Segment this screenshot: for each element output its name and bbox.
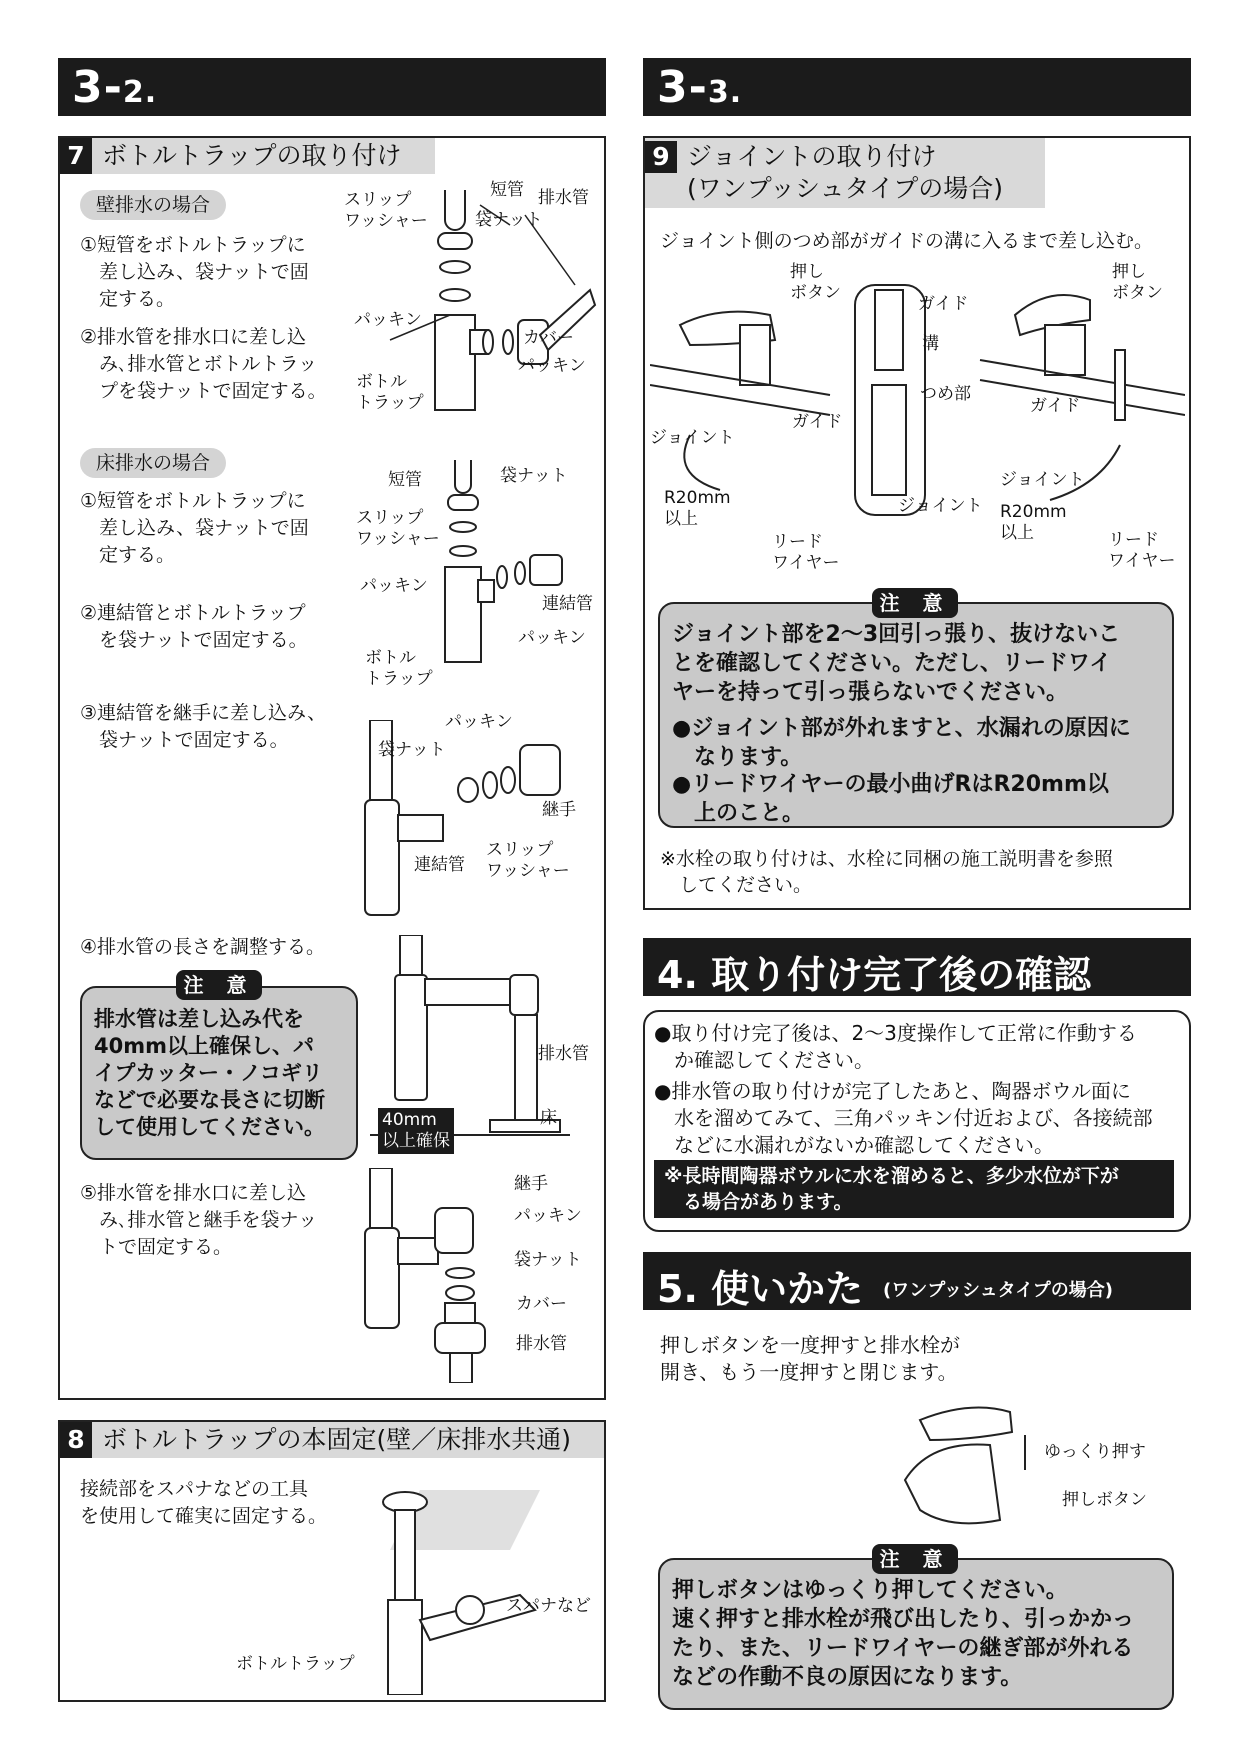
- s9-label-guide-1: ガイド: [792, 412, 843, 432]
- wall-label-slip: スリップ ワッシャー: [344, 190, 428, 231]
- floor-step-1: ①短管をボトルトラップに 差し込み、袋ナットで固 定する。: [80, 490, 309, 566]
- section-5-header: [643, 1252, 1191, 1310]
- floor-step-4: ④排水管の長さを調整する。: [80, 936, 326, 958]
- section-7-title: [60, 138, 435, 174]
- s9-note: ※水栓の取り付けは、水栓に同梱の施工説明書を参照 してください。: [660, 848, 1113, 896]
- section-5-slow: ゆっくり押す: [1044, 1442, 1146, 1462]
- floor-label-p3-joint: 継手: [542, 800, 576, 820]
- s9-caution-1: ジョイント部を2～3回引っ張り、抜けないこ とを確認してください。ただし、リードワイ ヤーを持って引っ張らないでください。: [672, 622, 1121, 705]
- section-3-2-header: [58, 58, 606, 116]
- floor-label-p4-drain: 排水管: [538, 1044, 589, 1064]
- section-5-title-sub: (ワンプッシュタイプの場合): [883, 1280, 1113, 1301]
- section-8-title-text: ボトルトラップの本固定(壁／床排水共通): [102, 1425, 572, 1454]
- wall-label-cover: カバー: [523, 328, 574, 348]
- s9-label-guide-2: ガイド: [1030, 396, 1081, 416]
- section-5-diagram: [890, 1400, 1040, 1530]
- wall-label-bottle: ボトル トラップ: [356, 372, 424, 413]
- s9-label-groove: 溝: [922, 334, 939, 354]
- floor-label-bottle: ボトル トラップ: [365, 648, 433, 689]
- floor-label-p3-packing: パッキン: [445, 712, 513, 732]
- floor-caution-text: 排水管は差し込み代を 40mm以上確保し、パ イプカッター・ノコギリ などで必要な長さに切断 して使用してください。: [94, 1007, 325, 1139]
- section-5-text: 押しボタンを一度押すと排水栓が 開き、もう一度押すと閉じます。: [660, 1333, 960, 1384]
- floor-step-2: ②連結管とボトルトラップ を袋ナットで固定する。: [80, 602, 308, 651]
- wall-step-2: ②排水管を排水口に差し込 み､排水管とボトルトラッ プを袋ナットで固定する。: [80, 326, 327, 402]
- section-3-2-number: 3-: [72, 62, 123, 113]
- section-8-bottle: ボトルトラップ: [236, 1654, 355, 1674]
- s9-label-lead-2: リード ワイヤー: [1108, 530, 1176, 571]
- s9-label-tsume: つめ部: [920, 384, 971, 404]
- section-3-3-number: 3-: [657, 62, 708, 113]
- section-4-bullet-1: ●取り付け完了後は、2～3度操作して正常に作動する か確認してください。: [654, 1021, 1137, 1072]
- floor-label-p5-cover: カバー: [516, 1294, 567, 1314]
- section-8-diagram: [360, 1480, 590, 1695]
- wall-drain-pill: 壁排水の場合: [80, 190, 226, 220]
- floor-label-slip: スリップ ワッシャー: [356, 508, 440, 549]
- floor-label-p5-drain: 排水管: [516, 1334, 567, 1354]
- section-3-3-sub: 3.: [707, 75, 743, 110]
- floor-label-bagnut: 袋ナット: [500, 466, 568, 486]
- wall-label-shortpipe: 短管: [490, 180, 524, 200]
- floor-drain-diagram-4: [360, 1168, 490, 1383]
- floor-label-packing-1: パッキン: [360, 576, 428, 596]
- section-9-title-1: ジョイントの取り付け: [687, 142, 937, 171]
- s9-label-push-1: 押し ボタン: [790, 262, 841, 303]
- section-4-bullet-2: ●排水管の取り付けが完了したあと、陶器ボウル面に 水を溜めてみて、三角パッキン付近および、各接続部 などに水漏れがないか確認してください。: [654, 1079, 1153, 1157]
- s9-caution-tag: 注 意: [872, 588, 958, 618]
- s5-caution-text: 押しボタンはゆっくり押してください。 速く押すと排水栓が飛び出したり、引っかかっ たり、また、リードワイヤーの継ぎ部が外れる などの作動不良の原因になります。: [672, 1578, 1135, 1690]
- s9-label-r20-1: R20mm 以上: [664, 488, 731, 529]
- floor-label-shortpipe: 短管: [388, 470, 422, 490]
- s9-label-joint-1: ジョイント: [650, 428, 735, 448]
- s9-caution-3: ●リードワイヤーの最小曲げRはR20mm以 上のこと。: [672, 772, 1109, 826]
- wall-label-packing-2: パッキン: [518, 356, 586, 376]
- section-5-button: 押しボタン: [1062, 1490, 1147, 1510]
- floor-label-p5-packing: パッキン: [514, 1206, 582, 1226]
- floor-caution-tag: 注 意: [176, 970, 262, 1000]
- wall-label-drainpipe: 排水管: [538, 188, 589, 208]
- s9-label-guide-c: ガイド: [918, 294, 969, 314]
- wall-label-bagnut: 袋ナット: [475, 210, 543, 230]
- section-7-title-text: ボトルトラップの取り付け: [102, 141, 402, 170]
- floor-label-p5-joint: 継手: [514, 1174, 548, 1194]
- floor-label-p3-renketsu: 連結管: [414, 855, 465, 875]
- s9-label-joint-c: ジョイント: [898, 496, 983, 516]
- s9-label-push-2: 押し ボタン: [1112, 262, 1163, 303]
- section-8-title: [60, 1422, 604, 1458]
- floor-drain-pill: 床排水の場合: [80, 448, 226, 478]
- wall-label-packing-1: パッキン: [354, 310, 422, 330]
- floor-label-p3-bagnut: 袋ナット: [378, 740, 446, 760]
- section-9-intro: ジョイント側のつめ部がガイドの溝に入るまで差し込む。: [660, 230, 1154, 252]
- section-3-2-sub: 2.: [122, 75, 158, 110]
- section-9-badge: 9: [645, 141, 677, 173]
- s9-caution-2: ●ジョイント部が外れますと、水漏れの原因に なります。: [672, 716, 1131, 770]
- floor-label-renketsu: 連結管: [542, 594, 593, 614]
- floor-label-p4-40mm: 40mm 以上確保: [378, 1108, 454, 1154]
- s9-label-lead-1: リード ワイヤー: [772, 532, 840, 573]
- section-7-badge: 7: [60, 138, 92, 174]
- section-4-header: [643, 938, 1191, 996]
- section-4-title: 4. 取り付け完了後の確認: [657, 953, 1092, 997]
- floor-step-3: ③連結管を継手に差し込み、 袋ナットで固定する。: [80, 702, 327, 751]
- floor-label-p5-bagnut: 袋ナット: [514, 1250, 582, 1270]
- section-9-title-2: (ワンプッシュタイプの場合): [687, 174, 1004, 203]
- floor-step-5: ⑤排水管を排水口に差し込 み､排水管と継手を袋ナッ トで固定する。: [80, 1182, 318, 1258]
- section-4-warning: ※長時間陶器ボウルに水を溜めると、多少水位が下が る場合があります。: [654, 1160, 1174, 1218]
- wall-step-1: ①短管をボトルトラップに 差し込み、袋ナットで固 定する。: [80, 234, 309, 310]
- section-8-spanner: スパナなど: [506, 1596, 591, 1616]
- section-8-badge: 8: [60, 1422, 92, 1458]
- s9-label-joint-2: ジョイント: [1000, 470, 1085, 490]
- floor-label-packing-2: パッキン: [518, 628, 586, 648]
- section-9-title: [645, 138, 1045, 208]
- s9-label-r20-2: R20mm 以上: [1000, 502, 1067, 543]
- floor-label-p4-floor: 床: [540, 1108, 557, 1128]
- floor-label-p3-slip: スリップ ワッシャー: [486, 840, 570, 881]
- section-3-3-header: [643, 58, 1191, 116]
- section-5-title: 5. 使いかた: [657, 1267, 864, 1311]
- section-8-text: 接続部をスパナなどの工具 を使用して確実に固定する。: [80, 1478, 328, 1527]
- s5-caution-tag: 注 意: [872, 1544, 958, 1574]
